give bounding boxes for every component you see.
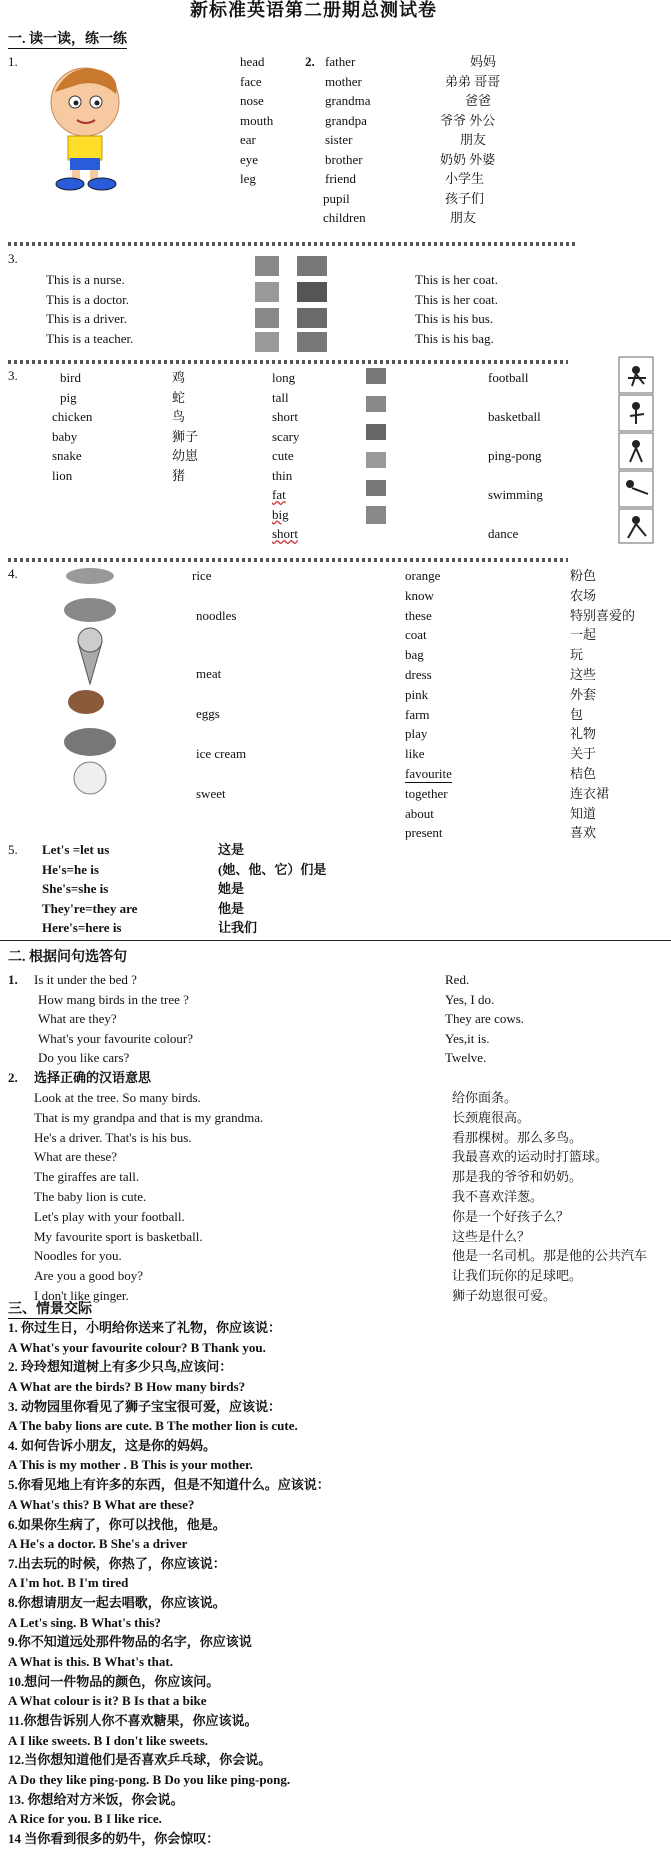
body-word: ear: [240, 132, 256, 147]
scenario-question: 9.你不知道远处那件物品的名字，你应该说: [8, 1634, 252, 1650]
scenario-question: 11.你想告诉别人你不喜欢糖果，你应该说。: [8, 1713, 258, 1728]
meaning: 让我们玩你的足球吧。: [452, 1268, 583, 1284]
family-word-cn: 小学生: [445, 171, 485, 186]
body-word: leg: [240, 171, 256, 186]
section1-heading: 一. 读一读，练一练: [8, 32, 127, 47]
vocab-cn: 特别喜爱的: [570, 607, 636, 623]
scenario-question: 7.出去玩的时候，你热了，你应该说：: [8, 1555, 226, 1571]
vocab-cn: 关于: [570, 746, 597, 762]
cartoon-boy-icon: [40, 62, 130, 192]
family-word-cn: 孩子们: [445, 190, 485, 206]
answer: Red.: [445, 972, 470, 987]
divider: [8, 360, 568, 364]
meaning: 他是一名司机。那是他的公共汽车: [452, 1248, 648, 1264]
meaning: 我不喜欢洋葱。: [452, 1189, 544, 1204]
scenario-options: A Rice for you. B I like rice.: [8, 1811, 162, 1827]
vocab-word: these: [405, 607, 432, 623]
section3-heading: 三、情景交际: [8, 1302, 92, 1317]
vocab-word: play: [405, 726, 428, 742]
question: What's your favourite colour?: [38, 1030, 194, 1046]
sentence-left: This is a driver.: [46, 311, 127, 326]
animal-word-en: chicken: [52, 409, 93, 424]
part3b-number: 3.: [8, 368, 18, 383]
family-word-cn: 爷爷 外公: [440, 112, 496, 128]
family-word-en: pupil: [323, 190, 350, 206]
part1-number: 1.: [8, 54, 18, 69]
divider: [8, 558, 568, 562]
sport-word: ping-pong: [488, 448, 542, 463]
animal-word-en: pig: [60, 389, 77, 405]
meaning: 我最喜欢的运动时打篮球。: [452, 1149, 609, 1165]
sentence-right: This is her coat.: [415, 291, 499, 307]
part4-number: 4.: [8, 566, 18, 581]
adjective-word: long: [272, 370, 296, 385]
family-word-en: mother: [325, 73, 362, 89]
adjective-word: big: [272, 506, 289, 522]
scenario-options: A What is this. B What's that.: [8, 1653, 173, 1669]
adjective-word: cute: [272, 448, 294, 463]
answer: Twelve.: [445, 1050, 487, 1065]
scenario-question: 4. 如何告诉小朋友，这是你的妈妈。: [8, 1437, 217, 1453]
vocab-word: bag: [405, 647, 424, 663]
body-word: mouth: [240, 112, 274, 128]
scenario-question: 8.你想请朋友一起去唱歌，你应该说。: [8, 1595, 226, 1611]
adjective-word: short: [272, 526, 298, 541]
sport-icon: [618, 356, 654, 544]
scenario-question: 1. 你过生日，小明给你送来了礼物，你应该说：: [8, 1320, 282, 1335]
family-word-en: grandpa: [325, 112, 367, 128]
food-icon: [60, 566, 120, 796]
vocab-cn: 桔色: [570, 766, 597, 781]
question: Is it under the bed ?: [34, 972, 137, 987]
family-word-cn: 弟弟 哥哥: [445, 73, 501, 89]
scenario-options: A He's a doctor. B She's a driver: [8, 1536, 188, 1551]
family-word-cn: 奶奶 外婆: [440, 151, 496, 167]
divider: [8, 242, 578, 246]
adjective-word: tall: [272, 389, 289, 405]
contraction-cn: (她、他、它）们是: [218, 861, 327, 877]
family-word-cn: 爸爸: [465, 93, 492, 108]
vocab-word: pink: [405, 686, 429, 702]
scenario-question: 3. 动物园里你看见了狮子宝宝很可爱，应该说：: [8, 1398, 282, 1414]
food-word: sweet: [196, 786, 226, 801]
vocab-word: together: [405, 785, 448, 801]
scenario-question: 13. 你想给对方米饭，你会说。: [8, 1791, 184, 1807]
vocab-word: farm: [405, 706, 430, 722]
section-rule: [0, 940, 671, 941]
body-word: head: [240, 54, 265, 69]
sentence-right: This is her coat.: [415, 272, 499, 287]
sentence: He's a driver. That's is his bus.: [34, 1129, 192, 1145]
adjective-word: scary: [272, 428, 300, 444]
contraction-cn: 这是: [218, 842, 245, 857]
sentence-left: This is a doctor.: [46, 291, 130, 307]
scenario-options: A I'm hot. B I'm tired: [8, 1575, 129, 1591]
sentence: What are these?: [34, 1149, 118, 1165]
sentence-left: This is a nurse.: [46, 272, 125, 287]
animal-word-en: bird: [60, 370, 81, 385]
vocab-word: about: [405, 805, 434, 821]
contraction: They're=they are: [42, 900, 138, 916]
question: What are they?: [38, 1011, 117, 1026]
family-word-en: friend: [325, 171, 357, 186]
family-word-cn: 朋友: [450, 210, 477, 225]
family-word-cn: 妈妈: [470, 54, 497, 69]
meaning: 长颈鹿很高。: [452, 1109, 531, 1125]
scenario-options: A This is my mother . B This is your mother.: [8, 1457, 253, 1473]
vocab-word: favourite: [405, 766, 452, 781]
meaning: 那是我的爷爷和奶奶。: [452, 1169, 583, 1185]
food-word: noodles: [196, 608, 237, 623]
vocab-cn: 连衣裙: [570, 785, 610, 801]
question: Do you like cars?: [38, 1050, 130, 1065]
family-word-en: children: [323, 210, 366, 225]
contraction-cn: 让我们: [218, 920, 258, 935]
animal-word-cn: 鸡: [172, 370, 186, 385]
sentence: Noodles for you.: [34, 1248, 122, 1264]
sentence: Look at the tree. So many birds.: [34, 1090, 201, 1105]
sentence: That is my grandpa and that is my grandma.: [34, 1109, 264, 1125]
vocab-word: know: [405, 587, 434, 603]
contraction: Here's=here is: [42, 920, 122, 935]
animal-word-cn: 猪: [172, 467, 186, 483]
adjective-word: thin: [272, 467, 293, 483]
meaning: 狮子幼崽很可爱。: [452, 1288, 557, 1303]
meaning: 看那棵树。那么多鸟。: [452, 1129, 583, 1145]
vocab-word: like: [405, 746, 425, 762]
scenario-options: A I like sweets. B I don't like sweets.: [8, 1732, 209, 1748]
family-word-en: grandma: [325, 93, 371, 108]
meaning: 给你面条。: [452, 1090, 518, 1105]
animal-word-cn: 蛇: [172, 389, 186, 405]
person-picture-grid: [253, 256, 333, 352]
scenario-question: 2. 玲玲想知道树上有多少只鸟,应该问：: [8, 1359, 233, 1375]
body-word: face: [240, 73, 262, 89]
contraction: Let's =let us: [42, 842, 110, 857]
section2-heading: 二. 根据问句选答句: [8, 950, 127, 965]
meaning: 你是一个好孩子么？: [452, 1208, 570, 1224]
sentence-right: This is his bus.: [415, 311, 494, 326]
contraction-cn: 他是: [218, 900, 245, 916]
animal-icon: [362, 366, 392, 526]
vocab-cn: 玩: [570, 647, 584, 663]
adjective-word: short: [272, 409, 298, 424]
vocab-cn: 农场: [570, 587, 597, 603]
animal-word-en: lion: [52, 467, 73, 483]
scenario-options: A Do they like ping-pong. B Do you like ping-pong.: [8, 1771, 291, 1787]
scenario-question: 12.当你想知道他们是否喜欢乒乓球，你会说。: [8, 1752, 272, 1768]
body-word: eye: [240, 151, 259, 167]
q2-heading: 选择正确的汉语意思: [34, 1070, 152, 1085]
q1-number: 1.: [8, 972, 18, 987]
answer: Yes, I do.: [445, 991, 495, 1007]
sentence: The baby lion is cute.: [34, 1189, 147, 1204]
sport-word: football: [488, 370, 529, 385]
family-word-en: sister: [325, 132, 353, 147]
scenario-question: 10.想问一件物品的颜色，你应该问。: [8, 1673, 220, 1689]
animal-word-cn: 幼崽: [172, 448, 199, 463]
meaning: 这些是什么？: [452, 1228, 531, 1244]
vocab-word: coat: [405, 627, 427, 643]
vocab-word: present: [405, 825, 443, 841]
family-word-en: father: [325, 54, 356, 69]
contraction-cn: 她是: [218, 881, 245, 896]
part2-number: 2.: [305, 54, 315, 69]
vocab-cn: 粉色: [570, 568, 597, 583]
scenario-question: 14 当你看到很多的奶牛，你会惊叹：: [8, 1830, 220, 1846]
q2-number: 2.: [8, 1070, 18, 1085]
sport-word: dance: [488, 526, 519, 541]
vocab-cn: 喜欢: [570, 825, 597, 841]
vocab-word: orange: [405, 568, 441, 583]
body-word: nose: [240, 93, 264, 108]
scenario-options: A Let's sing. B What's this?: [8, 1614, 161, 1630]
vocab-cn: 这些: [570, 667, 597, 682]
food-word: meat: [196, 666, 222, 681]
answer: They are cows.: [445, 1011, 525, 1026]
family-word-cn: 朋友: [460, 132, 487, 147]
vocab-cn: 礼物: [570, 726, 597, 742]
sentence: Are you a good boy?: [34, 1268, 144, 1284]
scenario-options: A What colour is it? B Is that a bike: [8, 1693, 207, 1709]
sentence: I don't like ginger.: [34, 1288, 129, 1303]
sport-word: swimming: [488, 487, 543, 502]
animal-word-cn: 鸟: [172, 409, 186, 424]
vocab-word: dress: [405, 667, 432, 682]
vocab-cn: 一起: [570, 627, 597, 643]
food-word: eggs: [196, 706, 220, 721]
family-word-en: brother: [325, 151, 363, 167]
adjective-word: fat: [272, 487, 286, 502]
vocab-cn: 外套: [570, 686, 597, 702]
food-word: ice cream: [196, 746, 247, 761]
animal-word-cn: 狮子: [172, 428, 199, 444]
scenario-options: A What are the birds? B How many birds?: [8, 1378, 246, 1394]
sentence: The giraffes are tall.: [34, 1169, 140, 1185]
scenario-options: A What's your favourite colour? B Thank you.: [8, 1339, 266, 1355]
page-title: 新标准英语第二册期总测试卷: [190, 0, 437, 20]
sentence-left: This is a teacher.: [46, 330, 134, 346]
answer: Yes,it is.: [445, 1030, 490, 1046]
part5-number: 5.: [8, 842, 18, 857]
animal-word-en: snake: [52, 448, 82, 463]
part3-number: 3.: [8, 251, 18, 266]
scenario-options: A What's this? B What are these?: [8, 1496, 195, 1512]
sport-word: basketball: [488, 409, 541, 424]
scenario-question: 6.如果你生病了，你可以找他，他是。: [8, 1516, 226, 1532]
vocab-cn: 知道: [570, 805, 597, 821]
sentence: Let's play with your football.: [34, 1208, 185, 1224]
animal-word-en: baby: [52, 428, 78, 444]
contraction: She's=she is: [42, 881, 109, 896]
question: How mang birds in the tree ?: [38, 991, 189, 1007]
food-word: rice: [192, 568, 212, 583]
contraction: He's=he is: [42, 861, 99, 877]
sentence-right: This is his bag.: [415, 330, 494, 346]
sentence: My favourite sport is basketball.: [34, 1228, 203, 1244]
scenario-question: 5.你看见地上有许多的东西，但是不知道什么。应该说：: [8, 1477, 330, 1493]
scenario-options: A The baby lions are cute. B The mother lion is cute.: [8, 1418, 298, 1434]
vocab-cn: 包: [570, 706, 584, 722]
